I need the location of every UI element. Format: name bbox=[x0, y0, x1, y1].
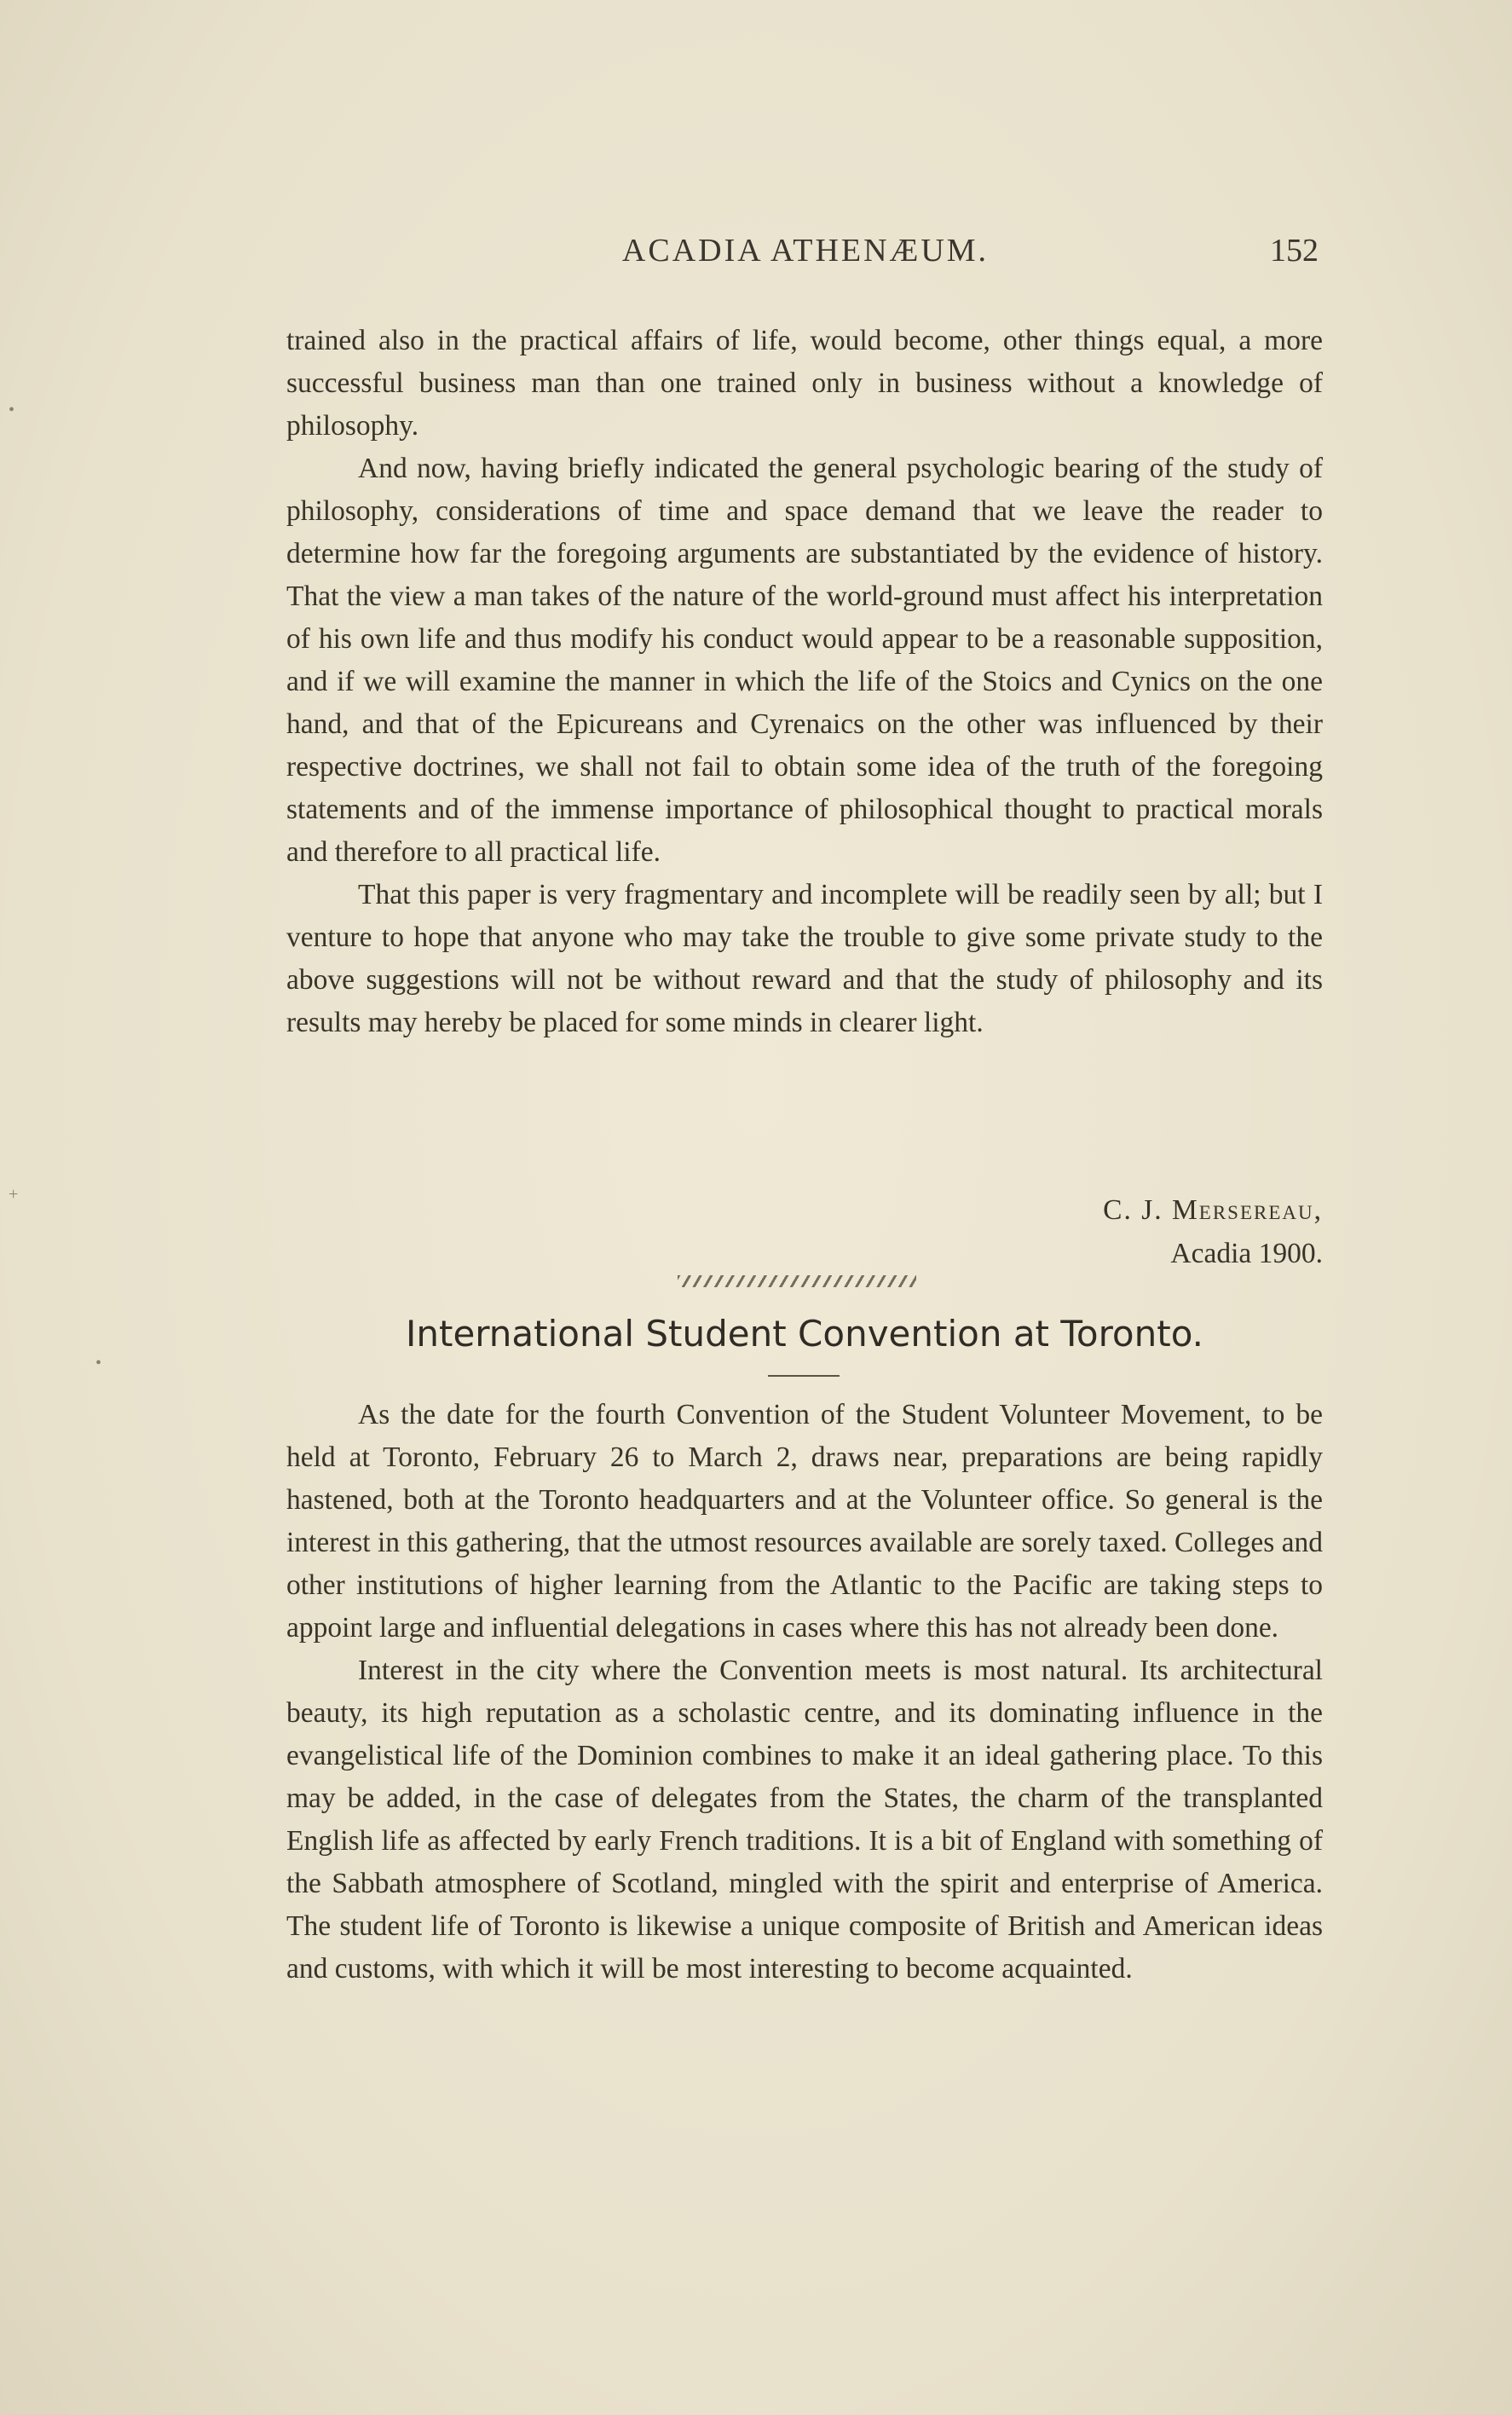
paragraph: Interest in the city where the Convention meets is most natural. Its architectural beauty, its high reputation as a scholastic centre, and its dominating influence in the evangelistical life of the Dominion combines to make it an ideal gathering place. To this may be added, in the case of delegates from the States, the charm of the transplanted English life as affected by early French traditions. It is a bit of England with something of the Sabbath atmosphere of Scotland, mingled with the spirit and enterprise of America. The student life of Toronto is likewise a unique composite of British and American ideas and customs, with which it will be most interesting to become acquainted. bbox=[286, 1655, 1323, 1985]
running-header bbox=[286, 232, 1325, 274]
author-name: C. J. Mersereau, bbox=[1103, 1194, 1323, 1226]
paragraph: trained also in the practical affairs of life, would become, other things equal, a more successful business man than one trained only in business without a knowledge of philosophy. bbox=[286, 325, 1323, 442]
paragraph: And now, having briefly indicated the general psychologic bearing of the study of philosophy, considerations of time and space demand that we leave the reader to determine how far the foregoing arguments are substantiated by the evidence of history. That the view a man takes of the nature of the world-ground must affect his interpretation of his own life and thus modify his conduct would appear to be a reasonable supposition, and if we will examine the manner in which the life of the Stoics and Cynics on the one hand, and that of the Epicureans and Cyrenaics on the other was influenced by their respective doctrines, we shall not fail to obtain some idea of the truth of the foregoing statements and of the immense importance of philosophical thought to practical morals and therefore to all practical life. bbox=[286, 453, 1323, 868]
heading-rule bbox=[768, 1375, 840, 1377]
page-number: 152 bbox=[1270, 233, 1319, 269]
author-signature bbox=[1103, 1189, 1323, 1232]
paragraph: As the date for the fourth Convention of the Student Volunteer Movement, to be held at Toronto, February 26 to March 2, draws near, preparations are being rapidly hastened, both at the Toronto headquarters and at the Volunteer office. So general is the interest in this gathering, that the utmost resources available are sorely taxed. Colleges and other institutions of higher learning from the Atlantic to the Pacific are taking steps to appoint large and influential delegations in cases where this has not already been done. bbox=[286, 1399, 1323, 1644]
article-heading: International Student Convention at Toronto. bbox=[405, 1313, 1204, 1355]
journal-title: ACADIA ATHENÆUM. bbox=[621, 233, 990, 269]
article-body bbox=[286, 1394, 1323, 1990]
paragraph: That this paper is very fragmentary and incomplete will be readily seen by all; but I venture to hope that anyone who may take the trouble to give some private study to the above suggestions will not be without reward and that the study of philosophy and its results may hereby be placed for some minds in clearer light. bbox=[286, 879, 1323, 1038]
margin-mark: + bbox=[9, 1185, 19, 1204]
margin-mark: • bbox=[95, 1354, 102, 1372]
margin-mark: • bbox=[9, 401, 15, 419]
author-affiliation-line bbox=[1170, 1233, 1323, 1275]
article-continuation bbox=[286, 320, 1323, 1044]
author-affiliation: Acadia 1900. bbox=[1170, 1238, 1323, 1269]
section-divider-ornament bbox=[678, 1275, 916, 1287]
